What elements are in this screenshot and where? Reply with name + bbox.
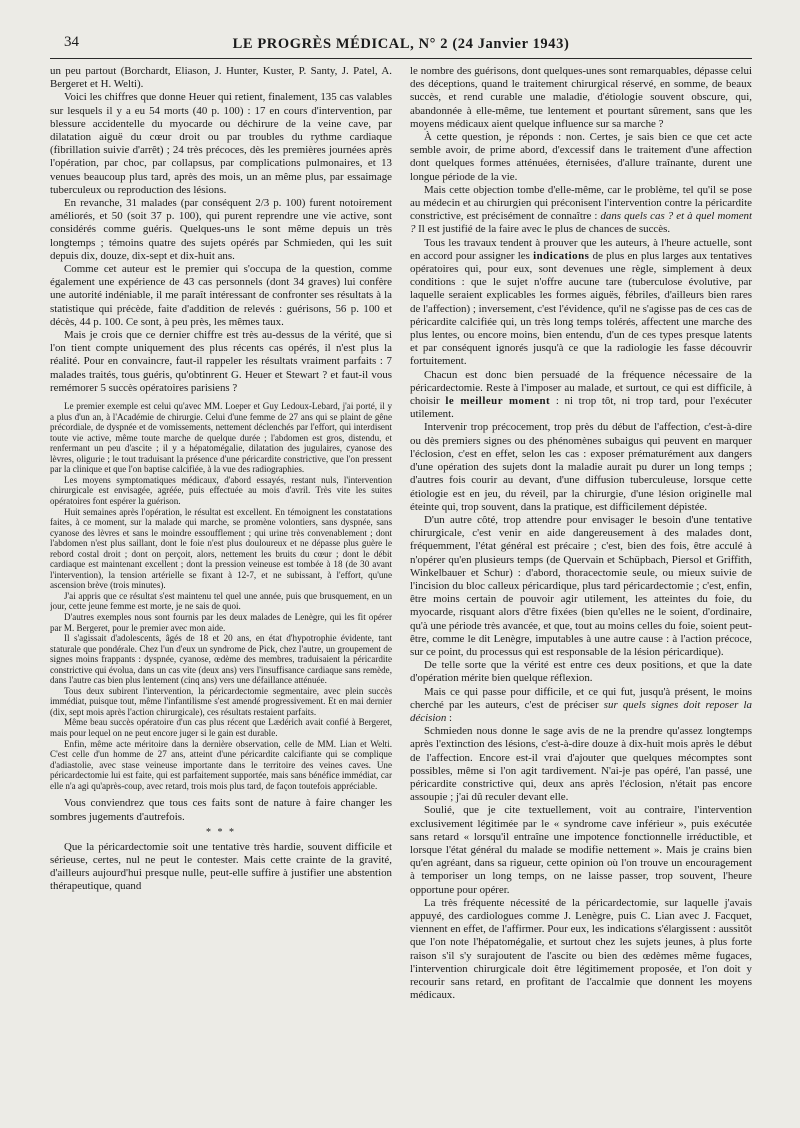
case-report-paragraph: Le premier exemple est celui qu'avec MM. Loeper et Guy Ledoux-Lebard, j'ai porté, il y a plus d'un an, à l'Académie de chirurgie. Celui d'une femme de 27 ans qui se plaint de gêne précordiale, de dyspnée et de vomissements, nettement déclenchés par l'effort, qui interdisent toute vie active, même toute marche de quelque durée ; l'abdomen est gros, distendu, et renfermant un peu d'ascite ; il y a hépatomégalie, dilatation des jugulaires, cyanose des lèvres, oligurie ; le tout traduisant la présence d'une péricardite constrictive, que l'on pressent par la clinique et que l'on baptise calcifiée, à la vue des radiographies. bbox=[50, 401, 392, 475]
text-run: Chacun est donc bien persuadé de la fréquence nécessaire de la péricardectomie. Reste à l'imposer au malade, et surtout, ce qui est difficile, à choisir bbox=[410, 368, 752, 408]
paragraph: Vous conviendrez que tous ces faits sont de nature à faire changer les sombres jugements d'autrefois. bbox=[50, 797, 392, 823]
paragraph: D'un autre côté, trop attendre pour envisager le besoin d'une tentative chirurgicale, c'est venir en aide dangereusement à des malades dont, fréquemment, l'état général est précaire ; c'est, bien des fois, être acculé à n'opérer qu'en plusieurs temps (de Quervain et Schüpbach, Piersol et Griffith, Winkelbauer et Schur) : d'abord, thoracectomie seule, ou mieux suivie de l'incision du bloc calleux péricardique, plus tard péricardectomie ; c'est, enfin, être moins certain de pouvoir agir utilement, les atteintes du foie, du myocarde, risquant alors d'être fixées (bien qu'elles ne le soient, d'ordinaire, qu'à une période très avancée, et que, tout au moins celles du foie, soient peut-être, comme le dit Lenègre, imputables à une autre cause : à l'action précoce, sur ce point, du processus qui est responsable de la lésion péricardique). bbox=[410, 513, 752, 658]
paragraph: Que la péricardectomie soit une tentative très hardie, souvent difficile et sérieuse, certes, nul ne peut le contester. Mais cette crainte de la gravité, d'ailleurs aujourd'hui presque nulle, peut-elle suffire à justifier une abstention thérapeutique, quand bbox=[50, 840, 392, 893]
paragraph: Schmieden nous donne le sage avis de ne la prendre qu'assez longtemps après l'extinction des lésions, c'est-à-dire douze à dix-huit mois après le début de l'affection. Encore est-il vrai d'ajouter que quelques mécomptes sont possibles, même si l'on agit tardivement. N'ai-je pas opéré, l'an passé, une péricardite constrictive qui, deux ans après l'éclosion, n'était pas encore assoupie ; j'ai dû reculer devant elle. bbox=[410, 725, 752, 804]
case-report-paragraph: Enfin, même acte méritoire dans la dernière observation, celle de MM. Lian et Welti. C'est celle d'un homme de 27 ans, atteint d'une péricardite calcifiante qui se complique d'adiastolie, avec stase veineuse importante dans le territoire des veines caves. Une péricardectomie lui est faite, qui est parfaitement supportée, mais sans bénéfice immédiat, car elle n'a agi qu'après-coup, avec retard, trois mois plus tard, de façon toutefois appréciable. bbox=[50, 738, 392, 791]
journal-page bbox=[0, 30, 800, 1128]
running-head: LE PROGRÈS MÉDICAL, N° 2 (24 Janvier 1943) bbox=[232, 35, 570, 52]
text-run: Tous les travaux tendent à prouver que les auteurs, à l'heure actuelle, sont en accord pour assigner les bbox=[410, 236, 752, 262]
paragraph bbox=[410, 237, 752, 369]
text-run: : bbox=[446, 711, 453, 724]
case-report-paragraph: D'autres exemples nous sont fournis par les deux malades de Lenègre, qui les fit opérer par M. Bergeret, pour le premier avec mon aide. bbox=[50, 612, 392, 633]
page-number: 34 bbox=[64, 34, 79, 50]
page-header bbox=[50, 30, 752, 59]
case-report-paragraph: J'ai appris que ce résultat s'est maintenu tel quel une année, puis que brusquement, en un jour, cette jeune femme est morte, je ne sais de quoi. bbox=[50, 590, 392, 612]
paragraph: Soulié, que je cite textuellement, voit au contraire, l'intervention exclusivement légitimée par le « syndrome cave inférieur », puis exécutée sans retard « lorsqu'il entraîne une impotence fonctionnelle irréductible, et lorsque l'état général du malade se modifie nettement ». Mais je crains bien qu'en agréant, dans sa rigueur, cette opinion où l'on trouve un encouragement à temporiser un long temps, on ne laisse passer, trop souvent, l'heure opportune pour opérer. bbox=[410, 804, 752, 896]
text-run: Il est justifié de la faire avec le plus de chances de succès. bbox=[415, 223, 671, 236]
paragraph: un peu partout (Borchardt, Eliason, J. Hunter, Kuster, P. Santy, J. Patel, A. Bergeret et H. Welti). bbox=[50, 65, 392, 91]
paragraph: La très fréquente nécessité de la péricardectomie, sur laquelle j'avais appuyé, des cardiologues comme J. Lenègre, puis C. Lian avec J. Facquet, viennent en effet, de l'affirmer. Pour eux, les indications s'élargissent : aussitôt que l'on note l'hépatomégalie, et surtout chez les sujets jeunes, à plus forte raison s'il s'y surajoutent de l'ascite ou bien des œdèmes même fugaces, l'intervention chirurgicale doit être légitimement proposée, et l'on doit y recourir sans retard, en profitant de l'accalmie que donnent les moyens médicaux. bbox=[410, 896, 752, 1002]
case-report-paragraph: Il s'agissait d'adolescents, âgés de 18 et 20 ans, en état d'hypotrophie évidente, tant staturale que pondérale. Chez l'un d'eux un syndrome de Pick, chez l'autre, un groupement de signes moins frappants : dyspnée, cyanose, œdème des membres, traduisaient la péricardite constrictive qui évolua, dans un cas vite (deux ans) vers l'insuffisance cardiaque sans remède, dans l'autre cas bien plus lentement (cinq ans) vers une défaillance atténuée. bbox=[50, 633, 392, 686]
text-run: : ni trop tôt, ni trop tard, pour l'exécuter utilement. bbox=[410, 395, 752, 421]
paragraph: Comme cet auteur est le premier qui s'occupa de la question, comme également une expérience de 43 cas personnels (dont 34 graves) lui confère une autorité indéniable, il me paraît intéressant de confronter ses résultats à la statistique qui précède, faite d'addition de relevés : guérisons, 56 p. 100 et décès, 44 p. 100. Ce sont, à peu près, les mêmes taux. bbox=[50, 263, 392, 328]
bold-text: le meilleur moment bbox=[445, 395, 551, 408]
text-run: de plus en plus larges aux tentatives opératoires qui, pour eux, sont devenues une règle, simplement à deux conditions : que le sujet n'offre aucune tare (tuberculose évolutive, par laquelle seraient explicables les formes aiguës, fébriles, d'ailleurs bien rares de l'affection) ; inversement, c'est l'évidence, qu'il ne s'agisse pas de ces cas de péricardite calcifiée qui, un très long temps tolérés, affectent une marche des plus lentes, ou encore moins, bien entendu, d'un de ces types presque latents et par conséquent ignorés jusqu'à ce que la radiologie les fasse découvrir fortuitement. bbox=[410, 249, 752, 368]
paragraph: Mais je crois que ce dernier chiffre est très au-dessus de la vérité, que si l'on tient compte uniquement des plus récents cas opérés, il n'est plus la réalité. Pour en convaincre, faut-il rappeler les résultats vraiment parfaits : 7 malades traités, tous guéris, qu'obtinrent G. Heuer et Stewart ? et faut-il vous remémorer 5 succès opératoires parisiens ? bbox=[50, 329, 392, 394]
case-report-paragraph: Huit semaines après l'opération, le résultat est excellent. En témoignent les constatations faites, à ce moment, sur la malade qui marche, se promène volontiers, sans dyspnée, sans cyanose des lèvres et sans le moindre essoufflement ; qui urine très convenablement ; dont l'abdomen n'est plus saillant, dont le foie n'est plus douloureux et ne dépasse plus guère le rebord costal droit ; dont on perçoit, alors, nettement les bruits du cœur ; dont le débit cardiaque est maintenant excellent ; dont la pression veineuse est tombée à 18 (de 30 avant l'intervention), la tension artérielle se fixant à 12-7, et ne subissant, à l'effort, qu'une ascension brève (trois minutes). bbox=[50, 506, 392, 591]
paragraph: En revanche, 31 malades (par conséquent 2/3 p. 100) furent notoirement améliorés, et 50 (soit 37 p. 100), qui purent reprendre une vie active, sont considérés comme guéris. Quelques-uns le sont même depuis un très longtemps ; témoins quatre des sujets opérés par Schmieden, qui les suit depuis dix, douze, dix-sept et dix-huit ans. bbox=[50, 197, 392, 262]
paragraph: De telle sorte que la vérité est entre ces deux positions, et que la date d'opération mérite bien quelque réflexion. bbox=[410, 659, 752, 685]
case-report-paragraph: Les moyens symptomatiques médicaux, d'abord essayés, restant nuls, l'intervention chirurgicale est envisagée, agréée, puis effectuée au mois d'avril. Très vite les suites opératoires font espérer la guérison. bbox=[50, 474, 392, 506]
paragraph: Voici les chiffres que donne Heuer qui retient, finalement, 135 cas valables sur lesquels il y a eu 54 morts (40 p. 100) : 17 en cours d'intervention, par blessure accidentelle du myocarde ou déchirure de la veine cave, par dilatation aiguë du cœur droit ou par troubles du rythme cardiaque (fibrillation suivie d'arrêt) ; 24 très précoces, dès les premières journées après l'opération, par choc, par collapsus, par complications pulmonaires, et 13 venues beaucoup plus tard, après des mois, un an même plus, par essaimage tuberculeux ou reproduction des lésions. bbox=[50, 91, 392, 196]
paragraph: le nombre des guérisons, dont quelques-unes sont remarquables, dépasse celui des déceptions, quand le traitement chirurgical réservé, en somme, de beaux succès, et rend curable une maladie, d'étiologie souvent obscure, qui, abandonnée à elle-même, tue lentement et pourtant sûrement, sans que les moyens médicaux aient quelque influence sur sa marche ? bbox=[410, 65, 752, 130]
text-run: Mais cette objection tombe d'elle-même, car le problème, tel qu'il se pose au médecin et au chirurgien qui préconisent l'intervention contre la péricardite constrictive, est précisément de connaître : bbox=[410, 183, 752, 223]
paragraph bbox=[410, 686, 752, 726]
italic-text: sur quels signes doit reposer la décision bbox=[410, 698, 752, 724]
paragraph bbox=[410, 184, 752, 237]
paragraph: Intervenir trop précocement, trop près du début de l'affection, c'est-à-dire ou dès premiers signes ou des phénomènes subaigus qui peuvent en marquer l'éclosion, c'est en effet, selon les cas : exposer prématurément aux dangers d'une opération des sujets dont la maladie aurait pu durer un long temps ; d'autres fois courir au devant, d'une diffusion tuberculeuse, lorsque cette étiologie est en jeu, du réveil, par la chirurgie, d'une lésion originelle mal éteinte qui, trop souvent, dans la pratique, est difficilement dépistée. bbox=[410, 421, 752, 513]
right-column bbox=[410, 65, 752, 1087]
italic-text: dans quels cas ? et à quel moment ? bbox=[410, 210, 752, 236]
two-column-body bbox=[50, 65, 752, 1087]
paragraph bbox=[410, 369, 752, 422]
bold-text: indications bbox=[533, 249, 590, 262]
case-report-paragraph: Même beau succès opératoire d'un cas plus récent que Lædérich avait confié à Bergeret, mais pour lequel on ne peut encore juger si le gain est durable. bbox=[50, 717, 392, 739]
left-column bbox=[50, 65, 392, 1087]
section-separator: * * * bbox=[206, 826, 236, 838]
text-run: Mais ce qui passe pour difficile, et ce qui fut, jusqu'à présent, le moins cherché par les auteurs, c'est de préciser bbox=[410, 685, 752, 711]
paragraph: À cette question, je réponds : non. Certes, je sais bien ce que cet acte semble avoir, de prime abord, d'excessif dans le traitement d'une affection dont quelques formes atténuées, éternisées, d'allure traînante, durent une longue période de la vie. bbox=[410, 131, 752, 183]
case-report-paragraph: Tous deux subirent l'intervention, la péricardectomie segmentaire, avec plein succès immédiat, puisque tout, même l'infantilisme s'est amendé progressivement. Et en mai dernier (dix, sept mois après l'action chirurgicale), ces résultats restaient parfaits. bbox=[50, 685, 392, 717]
